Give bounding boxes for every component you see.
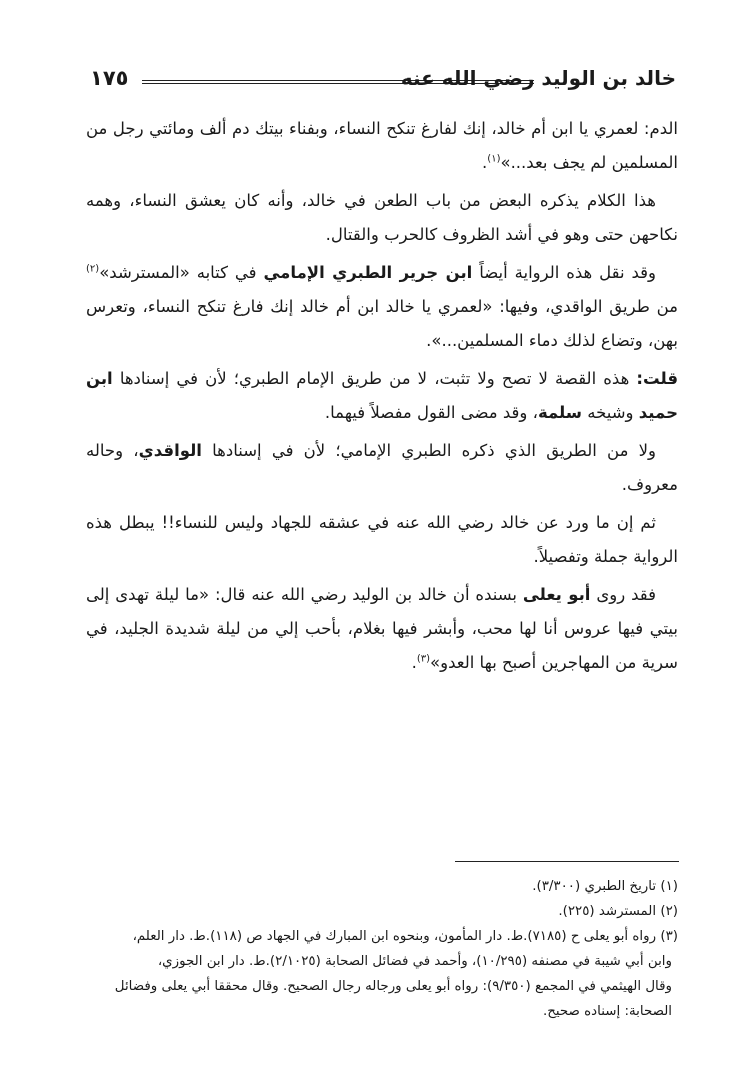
highlighted-name: الواقدي [138, 441, 202, 460]
footnote-3-line-3: وقال الهيثمي في المجمع (٩/٣٥٠): رواه أبو يعلى ورجاله رجال الصحيح. وقال محققا أبي يعلى وفضائل [114, 979, 672, 994]
paragraph-2: هذا الكلام يذكره البعض من باب الطعن في خالد، وأنه كان يعشق النساء، وهمه نكاحهن حتى وهو في أشد الظروف كالحرب والقتال. [86, 191, 678, 244]
footnote-3-line-4: الصحابة: إسناده صحيح. [542, 1004, 672, 1019]
highlighted-name: ابن حميد [86, 369, 678, 422]
paragraph-7: فقد روى أبو يعلى بسنده أن خالد بن الوليد رضي الله عنه قال: «ما ليلة تهدى إلى بيتي فيها عروس أنا لها محب، وأبشر فيها بغلام، بأحب إلي من ليلة شديدة الجليد، في سرية من المهاجرين أصبح بها العدو»$^{(٣)}$. [86, 585, 678, 672]
highlighted-name: سلمة [537, 403, 582, 422]
footnote-divider [455, 861, 679, 862]
paragraph-6: ثم إن ما ورد عن خالد رضي الله عنه في عشقه للجهاد وليس للنساء!! يبطل هذه الرواية جملة وتفصيلاً. [86, 513, 678, 566]
paragraph-1: الدم: لعمري يا ابن أم خالد، إنك لفارغ تنكح النساء، وبفناء بيتك دم ألف ومائتي رجل من المسلمين لم يجف بعد...»$^{(١)}$. [86, 119, 678, 172]
footnote-3-line-1: (٣) رواه أبو يعلى ح (٧١٨٥).ط. دار المأمون، وبنحوه ابن المبارك في الجهاد ص (١١٨).ط. دار العلم، [132, 929, 678, 944]
footnote-1: (١) تاريخ الطبري (٣/٣٠٠). [532, 879, 678, 894]
footnote-3-line-2: وابن أبي شيبة في مصنفه (١٠/٢٩٥)، وأحمد في فضائل الصحابة (٢/١٠٢٥).ط. دار ابن الجوزي، [157, 954, 672, 969]
qult-label: قلت: [636, 369, 678, 388]
footnote-ref-2: (٢) [86, 263, 100, 275]
footnotes [86, 874, 678, 1024]
footnote-ref-1: (١) [487, 153, 501, 165]
page-number: ١٧٥ [90, 66, 129, 90]
body-text [86, 112, 678, 684]
footnote-2: (٢) المسترشد (٢٢٥). [558, 904, 678, 919]
paragraph-4: قلت: هذه القصة لا تصح ولا تثبت، لا من طريق الإمام الطبري؛ لأن في إسنادها ابن حميد وشيخه سلمة، وقد مضى القول مفصلاً فيهما. [86, 369, 678, 422]
running-title: خالد بن الوليد رضي الله عنه [400, 66, 676, 90]
paragraph-5: ولا من الطريق الذي ذكره الطبري الإمامي؛ لأن في إسنادها الواقدي، وحاله معروف. [86, 441, 678, 494]
paragraph-3: وقد نقل هذه الرواية أيضاً ابن جرير الطبري الإمامي في كتابه «المسترشد»$^{(٢)}$ من طريق الواقدي، وفيها: «لعمري يا خالد ابن أم خالد إنك فارغ تنكح النساء، وتعرس بهن، وتضاع لذلك دماء المسلمين...». [86, 263, 678, 350]
footnote-ref-3: (٣) [416, 653, 431, 665]
page-header [90, 64, 676, 98]
highlighted-name: أبو يعلى [522, 585, 591, 604]
highlighted-name: ابن جرير الطبري الإمامي [263, 263, 473, 282]
